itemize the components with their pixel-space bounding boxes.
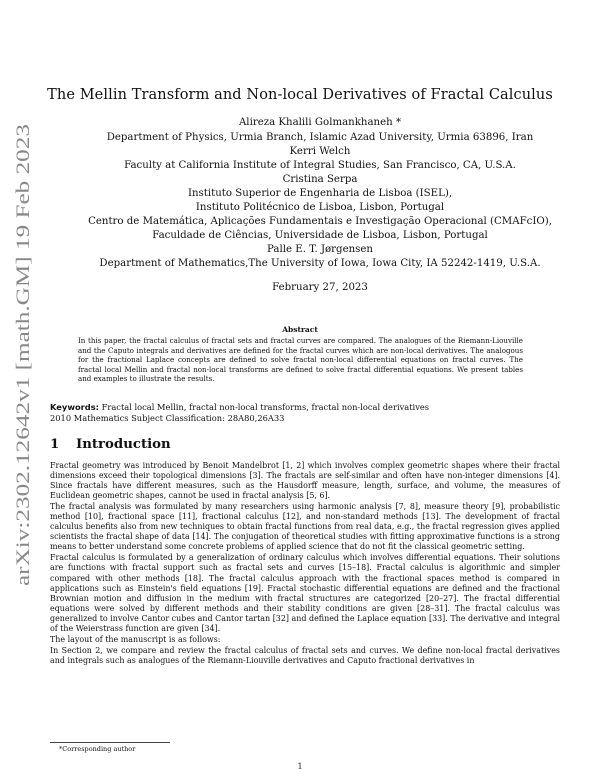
paragraph: In Section 2, we compare and review the fractal calculus of fractal sets and curves. We define non-local fractal derivatives and integrals such as analogues of the Riemann-Liouville derivatives and Caputo fractional derivatives in <box>50 645 560 665</box>
affiliation-line: Department of Mathematics,The University of Iowa, Iowa City, IA 52242-1419, U.S.A. <box>99 258 541 269</box>
arxiv-side-label-text: arXiv:2302.12642v1 [math.GM] 19 Feb 2023 <box>13 234 34 586</box>
affiliation-line: Instituto Superior de Engenharia de Lisboa (ISEL), <box>187 188 453 199</box>
arxiv-side-label <box>5 120 39 590</box>
section-title: Introduction <box>76 437 171 452</box>
section-heading <box>50 437 171 452</box>
abstract-text: In this paper, the fractal calculus of fractal sets and fractal curves are compared. The analogues of the Riemann-Liouville and the Caputo integrals and derivatives are defined for the fractal curves which are non-local derivatives. The analogous for the fractional Laplace concepts are defined to solve fractal non-local differential equations on fractal curves. The fractal local Mellin and fractal non-local transforms are defined to solve fractal differential equations. We present tables and examples to illustrate the results. <box>78 336 523 384</box>
affiliation-line: Centro de Matemática, Aplicações Fundamentais e Investigação Operacional (CMAFcIO), <box>88 216 552 227</box>
keywords-text: Fractal local Mellin, fractal non-local transforms, fractal non-local derivatives <box>101 402 430 412</box>
author-line: Palle E. T. Jørgensen <box>267 244 373 255</box>
footnote: *Corresponding author <box>59 745 136 753</box>
section-number: 1 <box>50 437 60 452</box>
footnote-rule <box>50 742 170 743</box>
keywords-block <box>50 402 560 423</box>
section-body <box>50 461 560 667</box>
page-number: 1 <box>297 762 303 771</box>
paragraph: Fractal calculus is formulated by a generalization of ordinary calculus which involves differential equations. Their solutions are functions with fractal support such as fractal sets and curves [15–18]. Fractal calculus is algorithmic and simpler compared with other methods [18]. The fractal calculus approach with the fractional spaces method is compared in applications such as Einstein's field equations [19]. Fractal stochastic differential equations are defined and the fractional Brownian motion and diffusion in the medium with fractal structures are categorized [20–27]. The fractal differential equations were solved by different methods and their stability conditions are given [28–31]. The fractal calculus was generalized to involve Cantor cubes and Cantor tartan [32] and defined the Laplace equation [33]. The derivative and integral of the Weierstrass function are given [34]. <box>50 553 560 633</box>
paper-date: February 27, 2023 <box>272 282 368 293</box>
abstract-heading: Abstract <box>282 325 318 334</box>
paragraph: The layout of the manuscript is as follows: <box>50 634 221 644</box>
affiliation-line: Department of Physics, Urmia Branch, Islamic Azad University, Urmia 63896, Iran <box>106 132 534 143</box>
affiliation-line: Faculdade de Ciências, Universidade de Lisboa, Lisbon, Portugal <box>152 230 488 241</box>
author-line: Kerri Welch <box>289 146 351 157</box>
author-line: Alireza Khalili Golmankhaneh * <box>238 117 402 128</box>
paragraph: Fractal geometry was introduced by Benoit Mandelbrot [1, 2] which involves complex geometric shapes where their fractal dimensions exceed their topological dimensions [3]. The fractals are self-similar and often have non-integer dimensions [4]. Since fractals have different measures, such as the Hausdorff measure, length, surface, and volume, the measures of Euclidean geometric shapes, cannot be used in fractal analysis [5, 6]. <box>50 461 560 501</box>
author-line: Cristina Serpa <box>282 174 358 185</box>
msc-line: 2010 Mathematics Subject Classification: 28A80,26A33 <box>50 412 285 423</box>
affiliation-line: Faculty at California Institute of Integral Studies, San Francisco, CA, U.S.A. <box>124 160 516 171</box>
keywords-label: Keywords: <box>50 402 99 412</box>
paper-title: The Mellin Transform and Non-local Derivatives of Fractal Calculus <box>47 87 553 103</box>
paragraph: The fractal analysis was formulated by many researchers using harmonic analysis [7, 8], measure theory [9], probabilistic method [10], fractional space [11], fractional calculus [12], and non-standard methods [13]. The development of fractal calculus benefits also from new techniques to obtain fractal functions from real data, e.g., the fractal regression gives applied scientists the fractal shape of data [14]. The conjugation of theoretical studies with fitting approximative functions is a strong means to better understand some concrete problems of applied science that do not fit the classical geometric setting. <box>50 502 560 552</box>
affiliation-line: Instituto Politécnico de Lisboa, Lisbon, Portugal <box>195 202 445 213</box>
keywords-line <box>50 402 560 413</box>
